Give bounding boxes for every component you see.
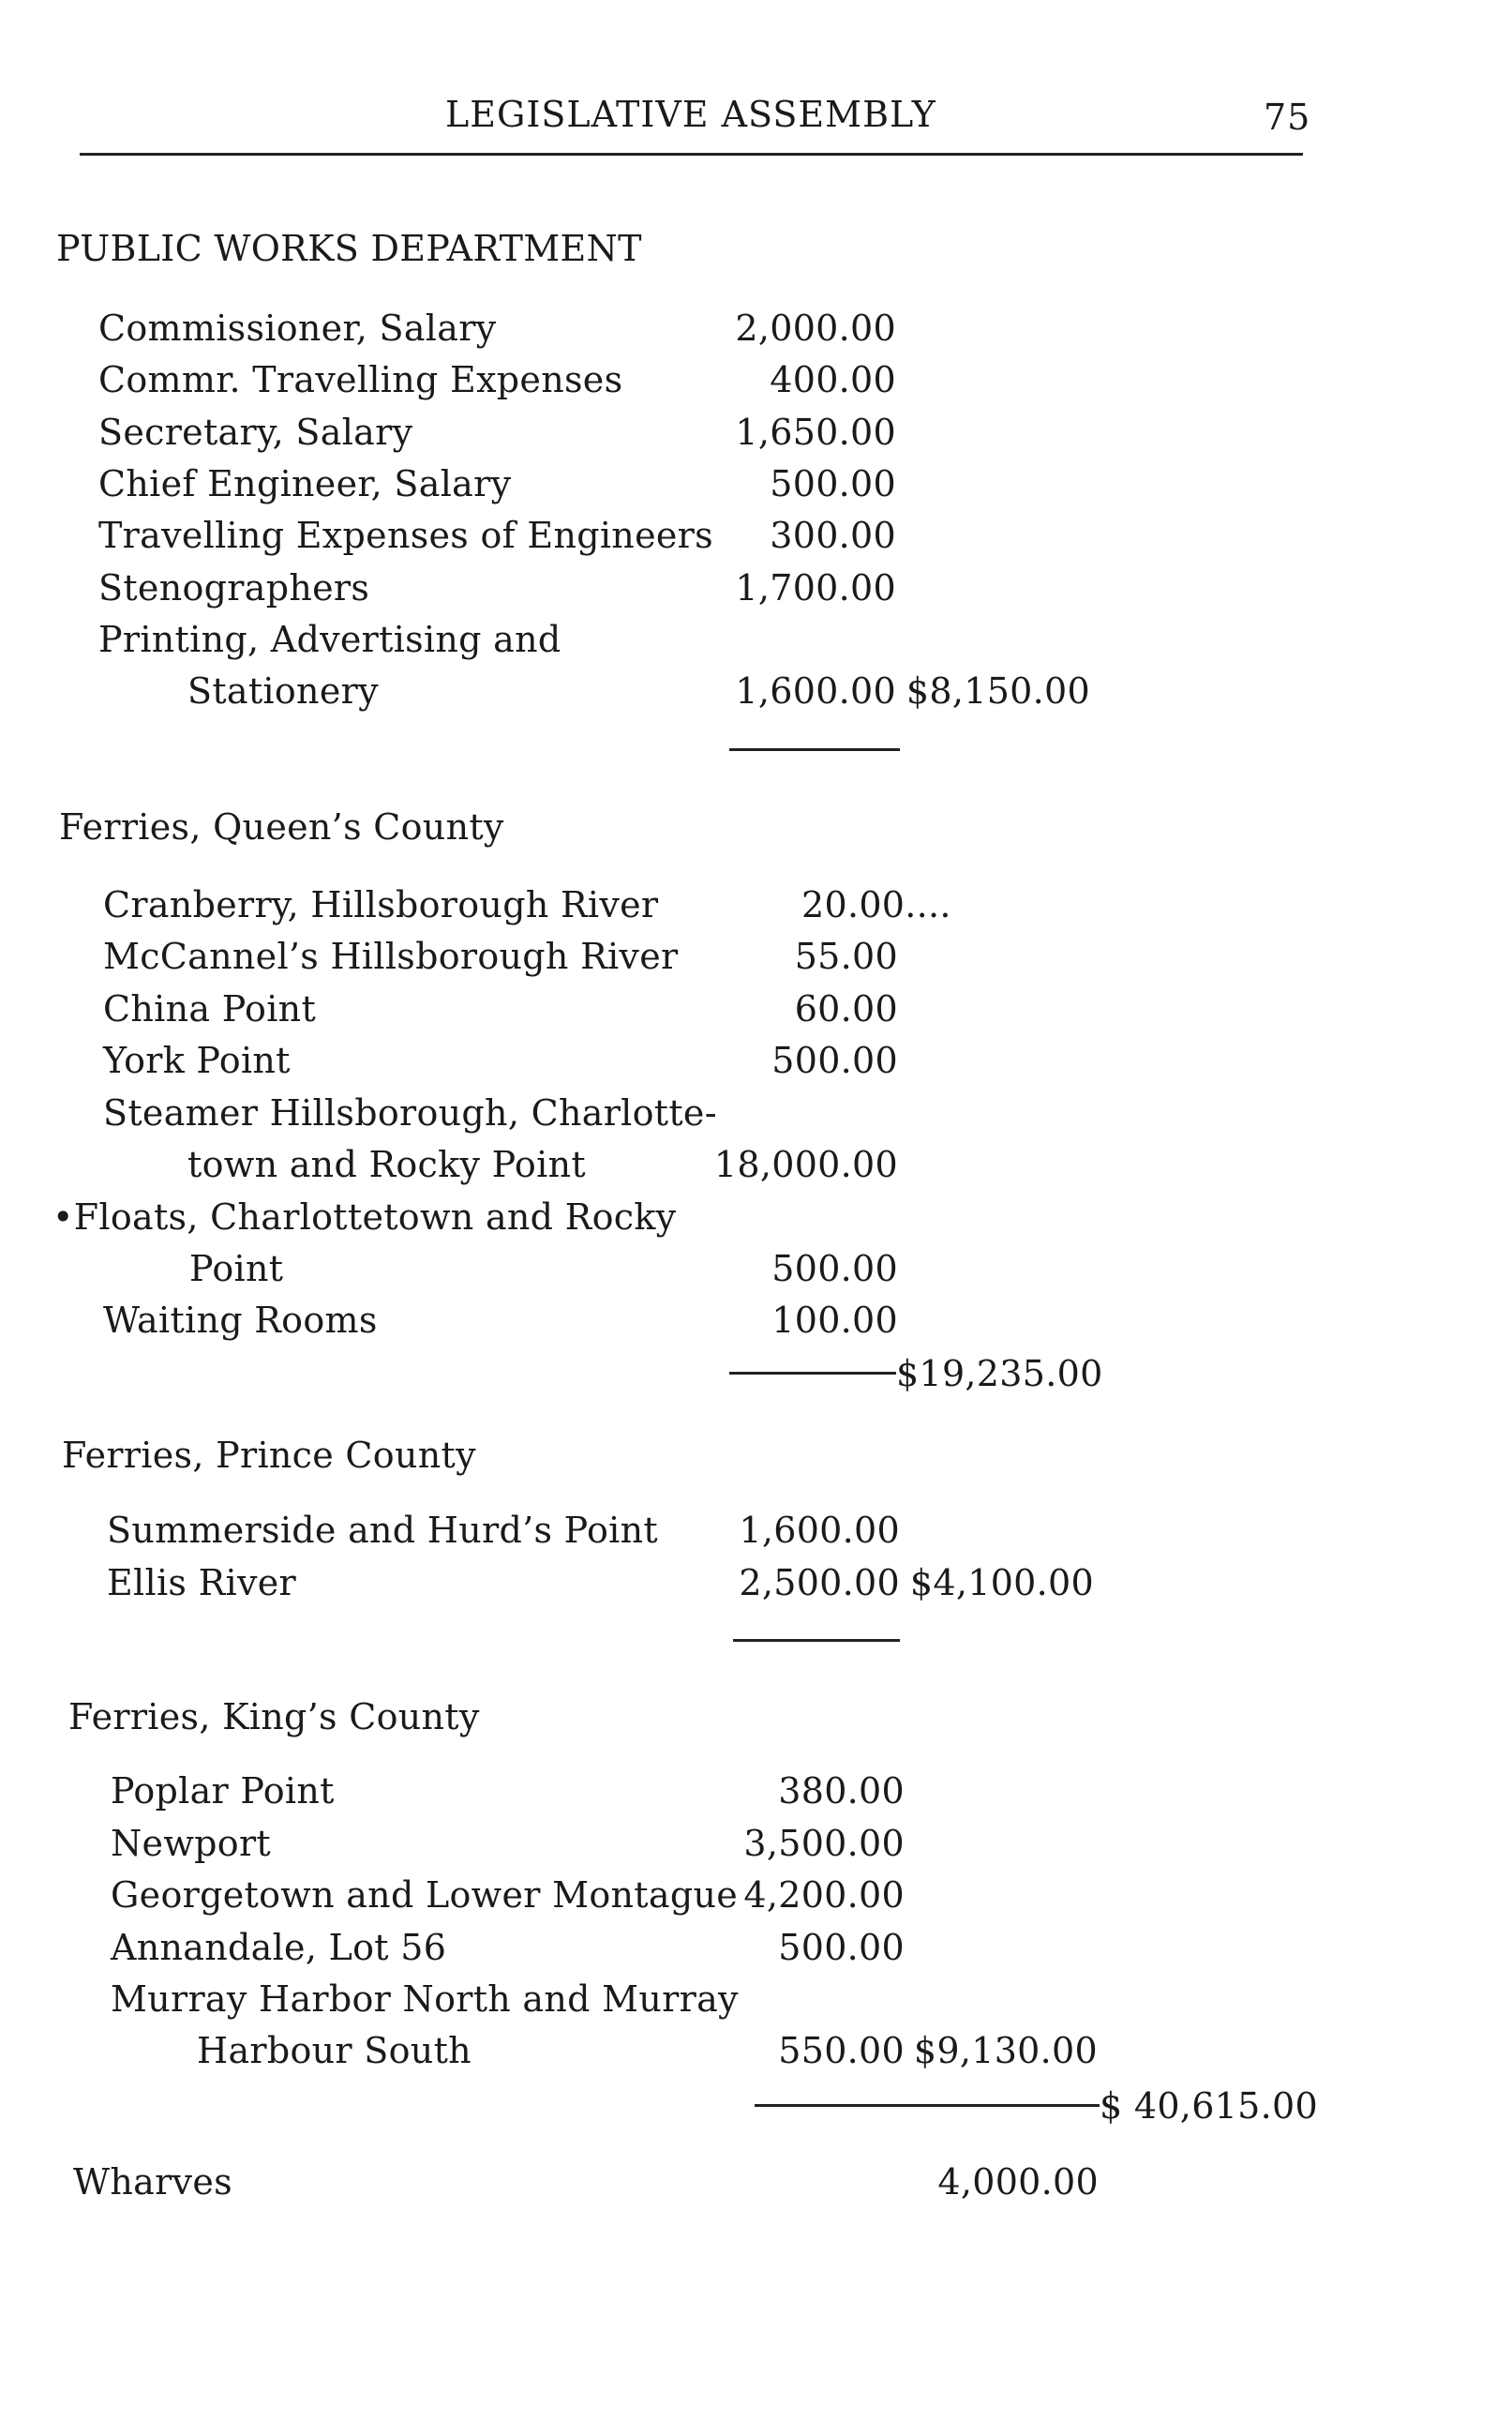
section-title-kings-county: Ferries, King’s County	[68, 1696, 480, 1737]
line-item-amount: 380.00	[778, 1770, 905, 1812]
header-rule	[80, 153, 1303, 156]
line-item-label: McCannel’s Hillsborough River	[103, 936, 679, 977]
line-item-amount: 18,000.00	[713, 1144, 898, 1185]
line-item-label: Summerside and Hurd’s Point	[107, 1510, 658, 1551]
subtotal-rule	[733, 1639, 900, 1642]
section-subtotal: $4,100.00	[909, 1562, 1094, 1603]
section-subtotal: $8,150.00	[906, 670, 1090, 712]
line-item-amount: 500.00	[771, 1040, 898, 1081]
line-item-label: •Floats, Charlottetown and Rocky	[52, 1196, 677, 1238]
line-item-label: Commr. Travelling Expenses	[98, 359, 623, 400]
line-item-label-continued: town and Rocky Point	[187, 1144, 586, 1185]
section-subtotal: $19,235.00	[896, 1353, 1103, 1394]
line-item-amount: 2,500.00	[739, 1562, 900, 1603]
line-item-amount: 1,700.00	[735, 567, 896, 609]
line-item-label: Steamer Hillsborough, Charlotte-	[103, 1092, 717, 1134]
line-item-amount: 1,650.00	[735, 412, 896, 453]
line-item-amount: 55.00	[794, 936, 898, 977]
subtotal-rule	[729, 1372, 896, 1375]
line-item-amount: 500.00	[778, 1927, 905, 1968]
line-item-label: Georgetown and Lower Montague	[111, 1874, 739, 1916]
line-item-amount: 400.00	[770, 359, 896, 400]
section-title-prince-county: Ferries, Prince County	[62, 1435, 476, 1476]
line-item-label: Stenographers	[98, 567, 370, 609]
line-item-amount: 1,600.00	[739, 1510, 900, 1551]
line-item-amount: 2,000.00	[735, 308, 896, 349]
line-item-label: Secretary, Salary	[98, 412, 413, 453]
line-item-label: Waiting Rooms	[103, 1300, 378, 1341]
line-item-label: Printing, Advertising and	[98, 619, 561, 660]
line-item-amount: 60.00	[794, 988, 898, 1030]
line-item-label: Cranberry, Hillsborough River	[103, 884, 659, 925]
line-item-label-continued: Harbour South	[197, 2030, 472, 2071]
line-item-amount: 550.00	[778, 2030, 905, 2071]
running-header-title: LEGISLATIVE ASSEMBLY	[445, 94, 936, 135]
section-subtotal: $9,130.00	[913, 2030, 1098, 2071]
line-item-label: Newport	[111, 1823, 272, 1864]
line-item-label: Commissioner, Salary	[98, 308, 497, 349]
line-item-amount: 1,600.00	[735, 670, 896, 712]
line-item-amount: 100.00	[771, 1300, 898, 1341]
line-item-label: Poplar Point	[111, 1770, 335, 1812]
subtotal-rule	[729, 748, 900, 751]
line-item-amount: 4,200.00	[743, 1874, 905, 1916]
line-item-amount: 20.00....	[801, 884, 951, 925]
line-item-label-continued: Point	[189, 1248, 284, 1289]
line-item-amount: 500.00	[770, 463, 896, 504]
page-number: 75	[1264, 97, 1311, 138]
line-item-amount: 500.00	[771, 1248, 898, 1289]
wharves-amount: 4,000.00	[937, 2161, 1099, 2203]
grand-total: $ 40,615.00	[1100, 2085, 1318, 2127]
line-item-label: China Point	[103, 988, 317, 1030]
line-item-label: York Point	[103, 1040, 291, 1081]
line-item-label: Travelling Expenses of Engineers	[98, 515, 713, 556]
line-item-amount: 3,500.00	[743, 1823, 905, 1864]
line-item-label: Ellis River	[107, 1562, 296, 1603]
line-item-label: Chief Engineer, Salary	[98, 463, 512, 504]
line-item-amount: 300.00	[770, 515, 896, 556]
line-item-label: Annandale, Lot 56	[111, 1927, 447, 1968]
line-item-label-continued: Stationery	[187, 670, 379, 712]
section-title-queens-county: Ferries, Queen’s County	[59, 806, 504, 848]
line-item-label: Murray Harbor North and Murray	[111, 1978, 739, 2020]
wharves-label: Wharves	[73, 2161, 232, 2203]
grand-total-rule	[755, 2104, 1100, 2107]
section-title-public-works: PUBLIC WORKS DEPARTMENT	[56, 228, 642, 269]
